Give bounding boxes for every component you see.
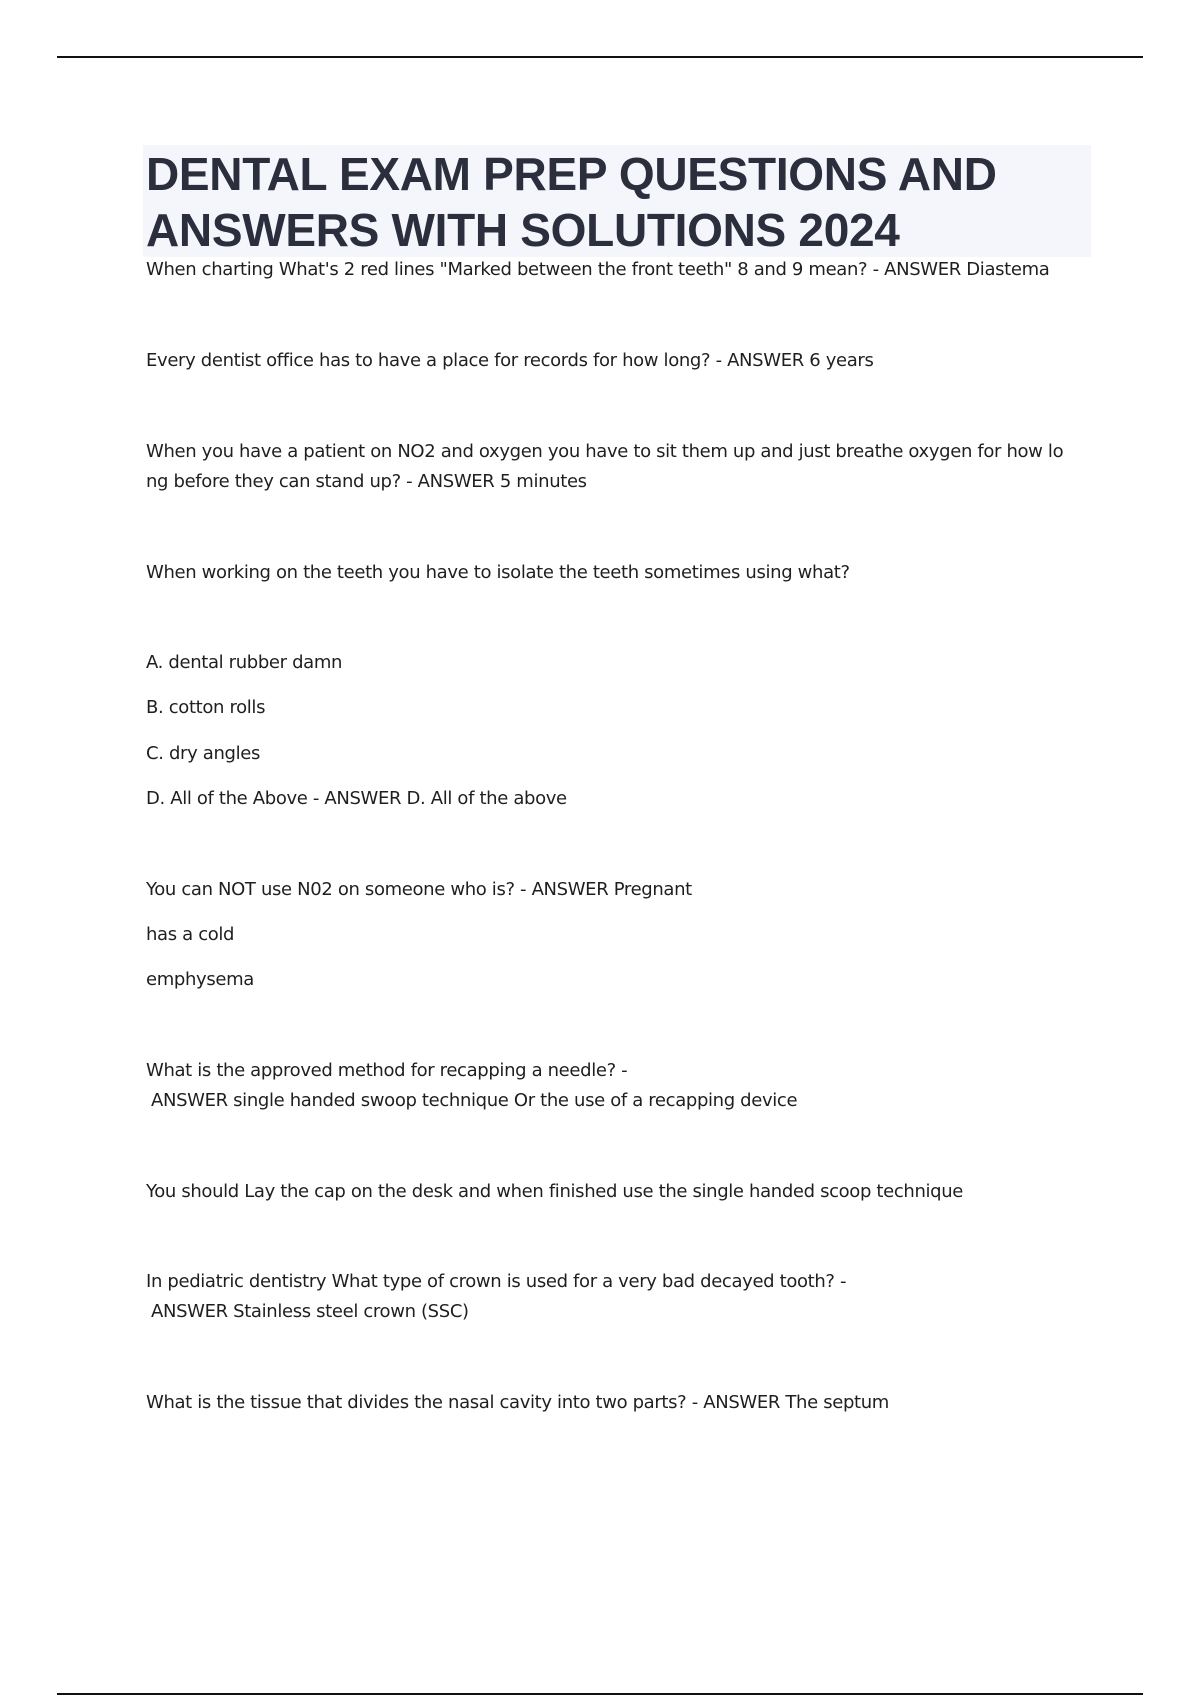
list-item-cold: has a cold [146, 924, 235, 945]
option-b: B. cotton rolls [146, 697, 266, 718]
qa-line-cap-desk: You should Lay the cap on the desk and when finished use the single handed scoop technique [146, 1181, 964, 1202]
list-item-emphysema: emphysema [146, 969, 254, 990]
qa-line-crown-a: ANSWER Stainless steel crown (SSC) [151, 1301, 469, 1322]
top-rule [57, 56, 1143, 58]
qa-line-oxygen-a: ng before they can stand up? - ANSWER 5 minutes [146, 471, 587, 492]
qa-line-recap-a: ANSWER single handed swoop technique Or the use of a recapping device [151, 1090, 798, 1111]
document-title-line-2: ANSWERS WITH SOLUTIONS 2024 [146, 204, 900, 256]
option-c: C. dry angles [146, 743, 260, 764]
qa-line-recap-q: What is the approved method for recapping a needle? - [146, 1060, 628, 1081]
qa-line-records: Every dentist office has to have a place for records for how long? - ANSWER 6 years [146, 350, 874, 371]
option-d-answer: D. All of the Above - ANSWER D. All of the above [146, 788, 567, 809]
qa-line-oxygen-q: When you have a patient on NO2 and oxygen you have to sit them up and just breathe oxygen for how lo [146, 441, 1064, 462]
document-title-line-1: DENTAL EXAM PREP QUESTIONS AND [146, 148, 997, 200]
option-a: A. dental rubber damn [146, 652, 343, 673]
qa-line-crown-q: In pediatric dentistry What type of crown is used for a very bad decayed tooth? - [146, 1271, 847, 1292]
qa-line-n02: You can NOT use N02 on someone who is? - ANSWER Pregnant [146, 879, 692, 900]
bottom-rule [57, 1693, 1143, 1695]
qa-line-septum: What is the tissue that divides the nasal cavity into two parts? - ANSWER The septum [146, 1392, 889, 1413]
qa-line-diastema: When charting What's 2 red lines "Marked between the front teeth" 8 and 9 mean? - ANSWER Diastema [146, 259, 1050, 280]
qa-line-isolate-q: When working on the teeth you have to isolate the teeth sometimes using what? [146, 562, 850, 583]
